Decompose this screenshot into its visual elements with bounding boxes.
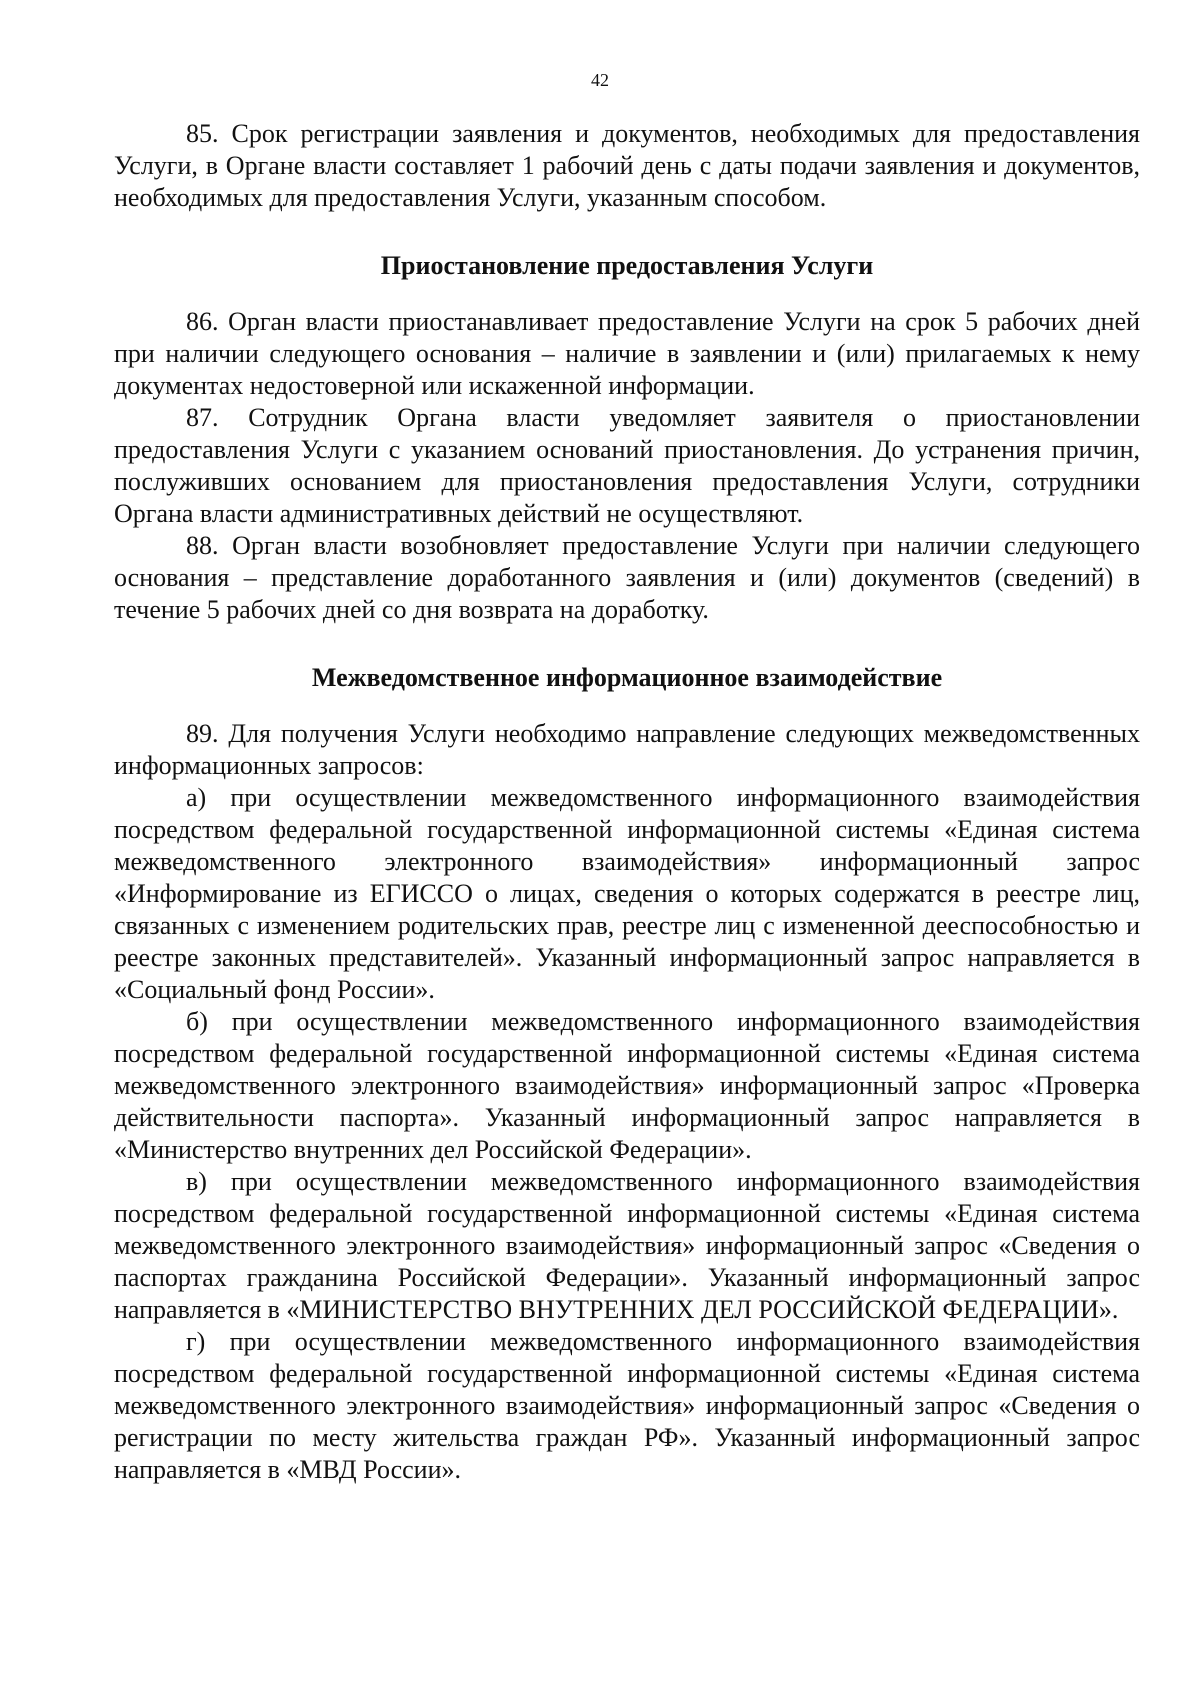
paragraph-86: 86. Орган власти приостанавливает предоставление Услуги на срок 5 рабочих дней при наличии следующего основания – наличие в заявлении и (или) прилагаемых к нему документах недостоверной или искаженной информации. bbox=[114, 307, 1140, 400]
paragraph-85: 85. Срок регистрации заявления и документов, необходимых для предоставления Услуги, в Органе власти составляет 1 рабочий день с даты подачи заявления и документов, необходимых для предоставления Услуги, указанным способом. bbox=[114, 119, 1140, 212]
paragraph-89: 89. Для получения Услуги необходимо направление следующих межведомственных информационных запросов: bbox=[114, 719, 1140, 780]
document-body bbox=[114, 118, 1140, 1486]
page-number: 42 bbox=[591, 70, 609, 90]
section-heading-suspension: Приостановление предоставления Услуги bbox=[380, 251, 874, 280]
paragraph-88: 88. Орган власти возобновляет предоставление Услуги при наличии следующего основания – представление доработанного заявления и (или) документов (сведений) в течение 5 рабочих дней со дня возврата на доработку. bbox=[114, 531, 1140, 624]
paragraph-87: 87. Сотрудник Органа власти уведомляет заявителя о приостановлении предоставления Услуги с указанием оснований приостановления. До устранения причин, послуживших основанием для приостановления предоставления Услуги, сотрудники Органа власти административных действий не осуществляют. bbox=[114, 403, 1140, 528]
paragraph-89-v: в) при осуществлении межведомственного информационного взаимодействия посредством федеральной государственной информационной системы «Единая система межведомственного электронного взаимодействия» информационный запрос «Сведения о паспортах гражданина Российской Федерации». Указанный информационный запрос направляется в «МИНИСТЕРСТВО ВНУТРЕННИХ ДЕЛ РОССИЙСКОЙ ФЕДЕРАЦИИ». bbox=[114, 1167, 1140, 1324]
paragraph-89-b: б) при осуществлении межведомственного информационного взаимодействия посредством федеральной государственной информационной системы «Единая система межведомственного электронного взаимодействия» информационный запрос «Проверка действительности паспорта». Указанный информационный запрос направляется в «Министерство внутренних дел Российской Федерации». bbox=[114, 1007, 1140, 1164]
section-heading-interagency: Межведомственное информационное взаимодействие bbox=[311, 663, 943, 692]
paragraph-89-g: г) при осуществлении межведомственного информационного взаимодействия посредством федеральной государственной информационной системы «Единая система межведомственного электронного взаимодействия» информационный запрос «Сведения о регистрации по месту жительства граждан РФ». Указанный информационный запрос направляется в «МВД России». bbox=[114, 1327, 1140, 1484]
paragraph-89-a: а) при осуществлении межведомственного информационного взаимодействия посредством федеральной государственной информационной системы «Единая система межведомственного электронного взаимодействия» информационный запрос «Информирование из ЕГИССО о лицах, сведения о которых содержатся в реестре лиц, связанных с изменением родительских прав, реестре лиц с измененной дееспособностью и реестре законных представителей». Указанный информационный запрос направляется в «Социальный фонд России». bbox=[114, 783, 1140, 1004]
